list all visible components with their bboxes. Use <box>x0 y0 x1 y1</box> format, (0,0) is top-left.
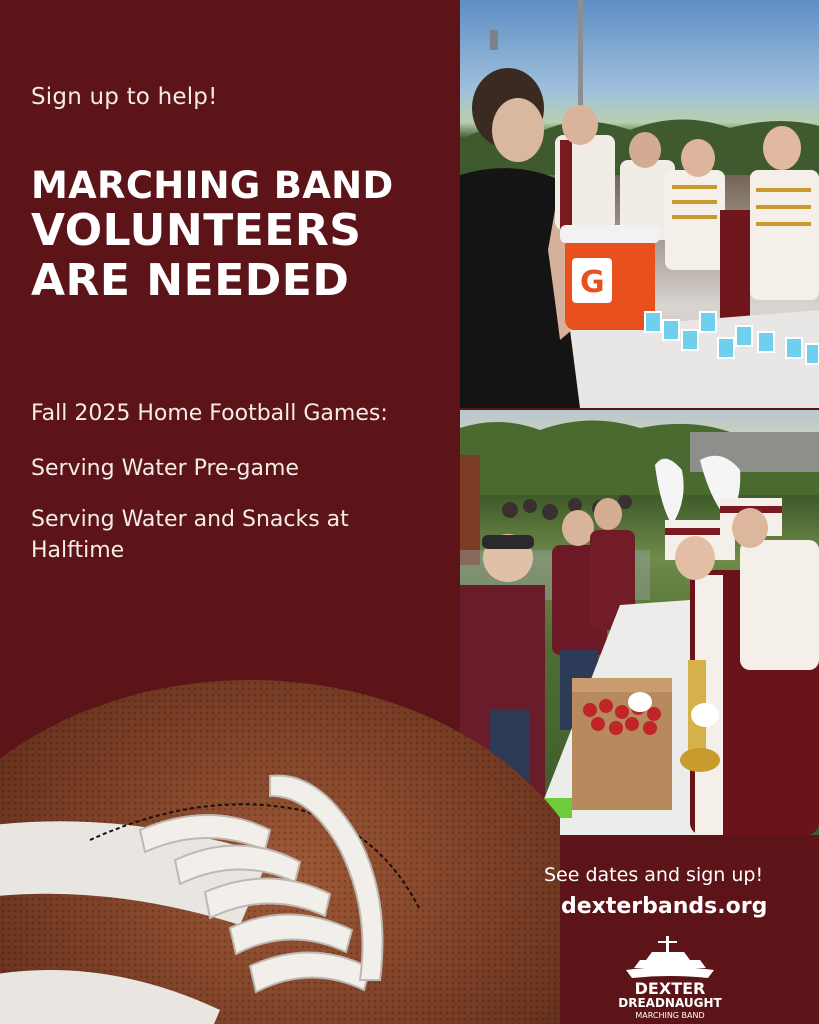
logo-team: DREADNAUGHT <box>618 996 722 1010</box>
svg-text:G: G <box>580 265 605 300</box>
website-link[interactable]: dexterbands.org <box>561 894 768 919</box>
event-details <box>31 398 431 590</box>
headline-line-3: ARE NEEDED <box>31 254 350 306</box>
headline <box>31 165 451 305</box>
logo-name: DEXTER <box>634 979 706 998</box>
event-description: Fall 2025 Home Football Games: <box>31 401 388 426</box>
band-water-photo <box>460 0 819 408</box>
dexter-dreadnaught-logo <box>612 934 728 1020</box>
headline-line-1: MARCHING BAND <box>31 164 394 207</box>
signup-prompt: See dates and sign up! <box>544 864 764 886</box>
logo-sub: MARCHING BAND <box>635 1011 705 1020</box>
task-pregame: Serving Water Pre-game <box>31 456 299 481</box>
tagline: Sign up to help! <box>31 84 218 110</box>
task-halftime: Serving Water and Snacks at Halftime <box>31 507 349 563</box>
football-image <box>0 680 560 1024</box>
headline-line-2: VOLUNTEERS <box>31 205 362 257</box>
